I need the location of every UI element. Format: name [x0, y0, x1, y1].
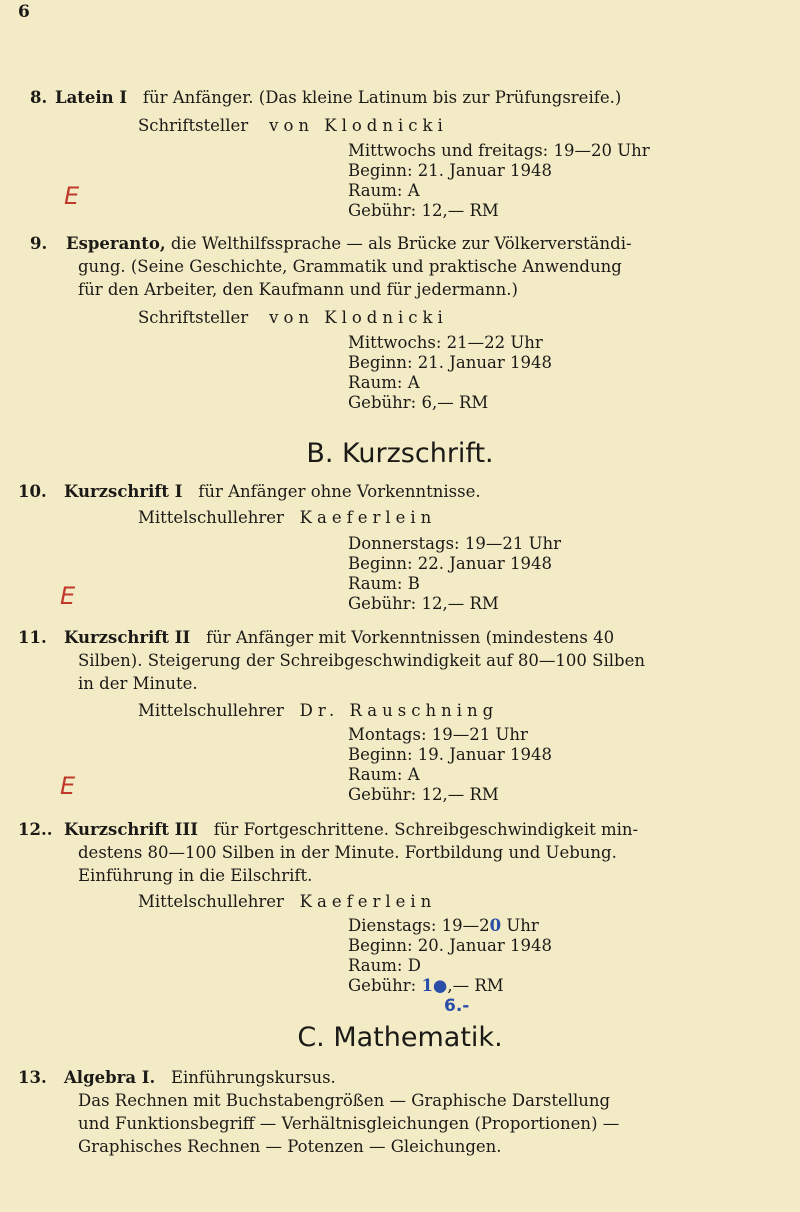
course-description — [78, 841, 746, 887]
fee-text: ,— RM — [447, 976, 504, 995]
start-date: Beginn: 20. Januar 1948 — [348, 936, 552, 955]
course-title-line: gung. (Seine Geschichte, Grammatik und praktische Anwendung — [78, 257, 622, 276]
course-title-rest: Einführungskursus. — [170, 1068, 336, 1087]
teacher — [138, 308, 448, 327]
teacher — [138, 701, 498, 720]
teacher-name: Kaeferlein — [299, 892, 437, 911]
start-date: Beginn: 22. Januar 1948 — [348, 554, 552, 573]
start-date: Beginn: 19. Januar 1948 — [348, 745, 552, 764]
course-number: 12.. — [18, 820, 53, 839]
course-body-line: Das Rechnen mit Buchstabengrößen — Graphische Darstellung — [78, 1091, 611, 1110]
pen-correction: 1⁠● — [421, 976, 448, 995]
teacher-name: von Klodnicki — [269, 116, 448, 135]
red-e-mark: E — [64, 182, 80, 210]
course-title — [55, 86, 755, 109]
room: Raum: A — [348, 373, 420, 392]
course-title-line: Einführung in die Eilschrift. — [78, 866, 313, 885]
teacher — [138, 116, 448, 135]
fee: Gebühr: 12,— RM — [348, 201, 499, 220]
teacher-title: Mittelschullehrer — [138, 892, 284, 911]
course-details — [348, 916, 552, 996]
course-title — [64, 626, 754, 649]
schedule: Mittwochs und freitags: 19—20 Uhr — [348, 141, 650, 160]
course-name: Algebra I. — [64, 1068, 156, 1087]
course-name: Latein I — [55, 88, 128, 107]
course-number: 9. — [30, 234, 48, 253]
schedule — [348, 916, 552, 936]
fee: Gebühr: 6,— RM — [348, 393, 489, 412]
fee-text: Gebühr: — [348, 976, 422, 995]
course-body-line: und Funktionsbegriff — Verhältnisgleichungen (Proportionen) — — [78, 1114, 620, 1133]
room: Raum: A — [348, 181, 420, 200]
course-name: Esperanto, — [66, 234, 166, 253]
schedule-text: Uhr — [501, 916, 539, 935]
teacher-title: Mittelschullehrer — [138, 508, 284, 527]
pen-correction: 0 — [489, 916, 502, 935]
course-number: 8. — [30, 88, 48, 107]
course-title — [64, 1066, 754, 1089]
course-number: 10. — [18, 482, 47, 501]
course-title-rest: für Anfänger ohne Vorkenntnisse. — [198, 482, 481, 501]
teacher — [138, 508, 436, 527]
course-name: Kurzschrift II — [64, 628, 191, 647]
room: Raum: A — [348, 765, 420, 784]
course-title-line: in der Minute. — [78, 674, 198, 693]
course-title-line: die Welthilfssprache — als Brücke zur Völkerverständi- — [170, 234, 632, 253]
course-title-line: für den Arbeiter, den Kaufmann und für jedermann.) — [78, 280, 518, 299]
course-number: 11. — [18, 628, 47, 647]
room: Raum: D — [348, 956, 421, 975]
course-details — [348, 141, 650, 221]
course-title-line: Silben). Steigerung der Schreibgeschwindigkeit auf 80—100 Silben — [78, 651, 645, 670]
teacher-title: Schriftsteller — [138, 308, 249, 327]
schedule: Donnerstags: 19—21 Uhr — [348, 534, 561, 553]
course-title-line: destens 80—100 Silben in der Minute. Fortbildung und Uebung. — [78, 843, 617, 862]
course-title — [66, 232, 746, 255]
teacher-title: Schriftsteller — [138, 116, 249, 135]
schedule: Mittwochs: 21—22 Uhr — [348, 333, 543, 352]
start-date: Beginn: 21. Januar 1948 — [348, 353, 552, 372]
section-heading-c: C. Mathematik. — [297, 1022, 503, 1053]
section-heading-b: B. Kurzschrift. — [306, 438, 494, 469]
red-e-mark: E — [60, 772, 76, 800]
course-title-line: für Fortgeschrittene. Schreibgeschwindigkeit min- — [213, 820, 639, 839]
fee: Gebühr: 12,— RM — [348, 785, 499, 804]
teacher-name: von Klodnicki — [269, 308, 448, 327]
course-description — [78, 255, 746, 301]
teacher-name: Dr. Rauschning — [299, 701, 499, 720]
course-details — [348, 725, 552, 805]
course-title — [64, 818, 754, 841]
course-name: Kurzschrift I — [64, 482, 183, 501]
course-details — [348, 333, 552, 413]
course-number: 13. — [18, 1068, 47, 1087]
teacher — [138, 892, 436, 911]
course-title-rest: für Anfänger. (Das kleine Latinum bis zur Prüfungsreife.) — [142, 88, 622, 107]
course-title-line: für Anfänger mit Vorkenntnissen (mindestens 40 — [205, 628, 615, 647]
course-description — [78, 1089, 742, 1158]
start-date: Beginn: 21. Januar 1948 — [348, 161, 552, 180]
fee: Gebühr: 12,— RM — [348, 594, 499, 613]
red-e-mark: E — [60, 582, 76, 610]
course-name: Kurzschrift III — [64, 820, 198, 839]
room: Raum: B — [348, 574, 420, 593]
teacher-name: Kaeferlein — [299, 508, 437, 527]
course-details — [348, 534, 561, 614]
course-title — [64, 480, 754, 503]
schedule-text: Dienstags: 19—2 — [348, 916, 490, 935]
fee — [348, 976, 552, 996]
teacher-title: Mittelschullehrer — [138, 701, 284, 720]
course-description — [78, 649, 746, 695]
course-body-line: Graphisches Rechnen — Potenzen — Gleichungen. — [78, 1137, 502, 1156]
handwritten-fee-note: 6.- — [444, 996, 470, 1016]
page-number: 6 — [18, 2, 30, 22]
schedule: Montags: 19—21 Uhr — [348, 725, 528, 744]
